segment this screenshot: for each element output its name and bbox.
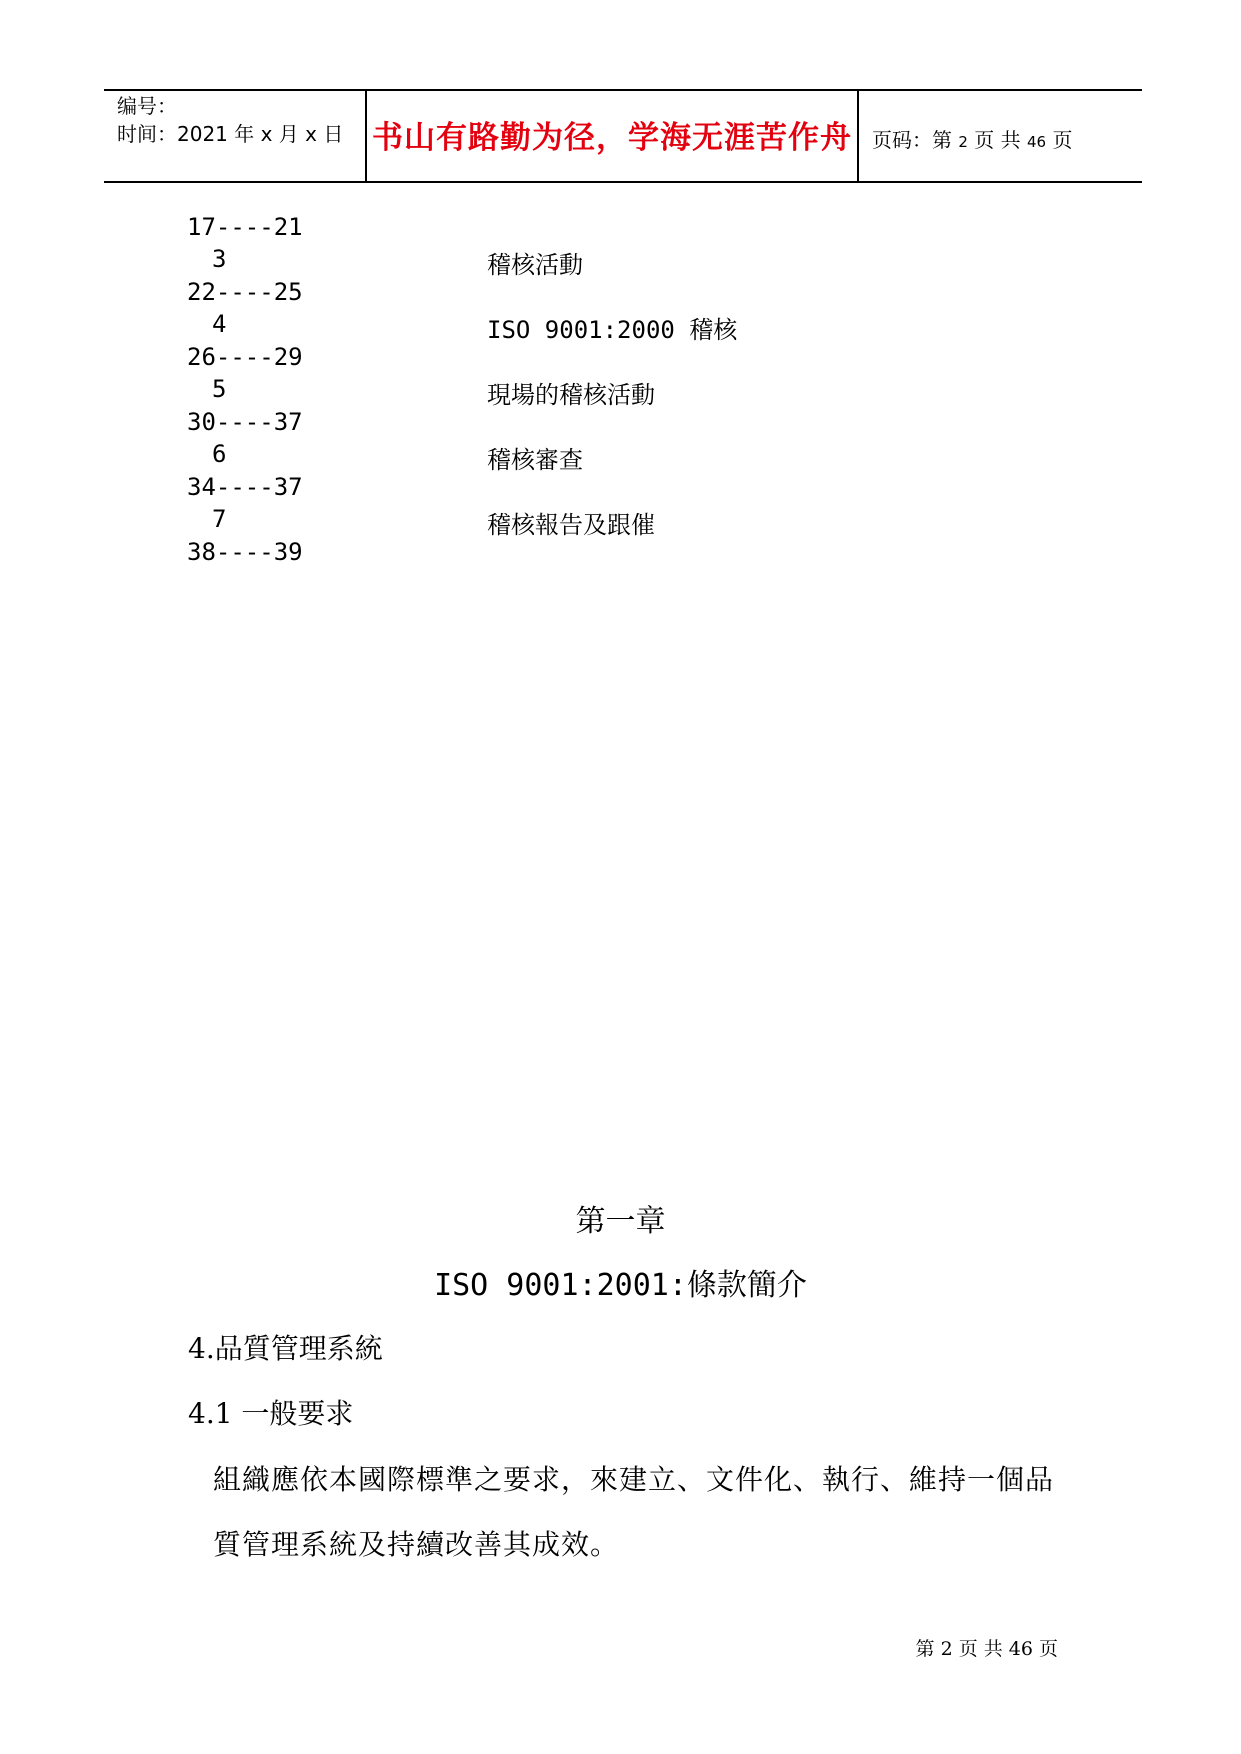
toc-range: 17----21	[187, 213, 303, 241]
page-mid: 页 共	[974, 128, 1021, 152]
toc-chapter-number: 5	[212, 375, 227, 403]
number-label: 编号：	[117, 94, 177, 118]
toc-range: 22----25	[187, 278, 303, 306]
toc-title: ISO 9001:2000 稽核	[487, 316, 738, 344]
header-bottom-rule	[104, 181, 1142, 183]
toc-range: 38----39	[187, 538, 303, 566]
page-prefix: 页码：第	[872, 128, 952, 152]
header-info	[117, 92, 343, 148]
subsection-heading: 4.1 一般要求	[188, 1397, 354, 1430]
page-total: 46	[1026, 133, 1047, 151]
toc-title: 稽核審查	[487, 446, 583, 474]
toc-chapter-number: 3	[212, 245, 227, 273]
toc-chapter-number: 7	[212, 505, 227, 533]
header-divider-right	[857, 89, 859, 183]
header-top-rule	[104, 89, 1142, 91]
paragraph-line: 組織應依本國際標準之要求，來建立、文件化、執行、維持一個品	[213, 1463, 1055, 1496]
chapter-heading: 第一章	[575, 1204, 666, 1239]
header-page-info	[872, 124, 1072, 153]
page-suffix: 页	[1052, 128, 1073, 152]
toc-range: 34----37	[187, 473, 303, 501]
toc-chapter-number: 4	[212, 310, 227, 338]
toc-title: 稽核活動	[487, 251, 583, 279]
toc-title: 現場的稽核活動	[487, 381, 655, 409]
section-heading: 4.品質管理系統	[188, 1332, 383, 1365]
page-footer: 第 2 页 共 46 页	[915, 1638, 1058, 1660]
header-motto: 书山有路勤为径，学海无涯苦作舟	[372, 120, 852, 156]
toc-range: 30----37	[187, 408, 303, 436]
toc-range: 26----29	[187, 343, 303, 371]
toc-title: 稽核報告及跟催	[487, 511, 655, 539]
toc-chapter-number: 6	[212, 440, 227, 468]
paragraph-line: 質管理系統及持續改善其成效。	[213, 1528, 620, 1561]
chapter-subtitle: ISO 9001:2001:條款簡介	[434, 1268, 807, 1303]
time-label: 时间：2021 年 x 月 x 日	[117, 122, 344, 146]
page-number: 2	[958, 133, 968, 151]
